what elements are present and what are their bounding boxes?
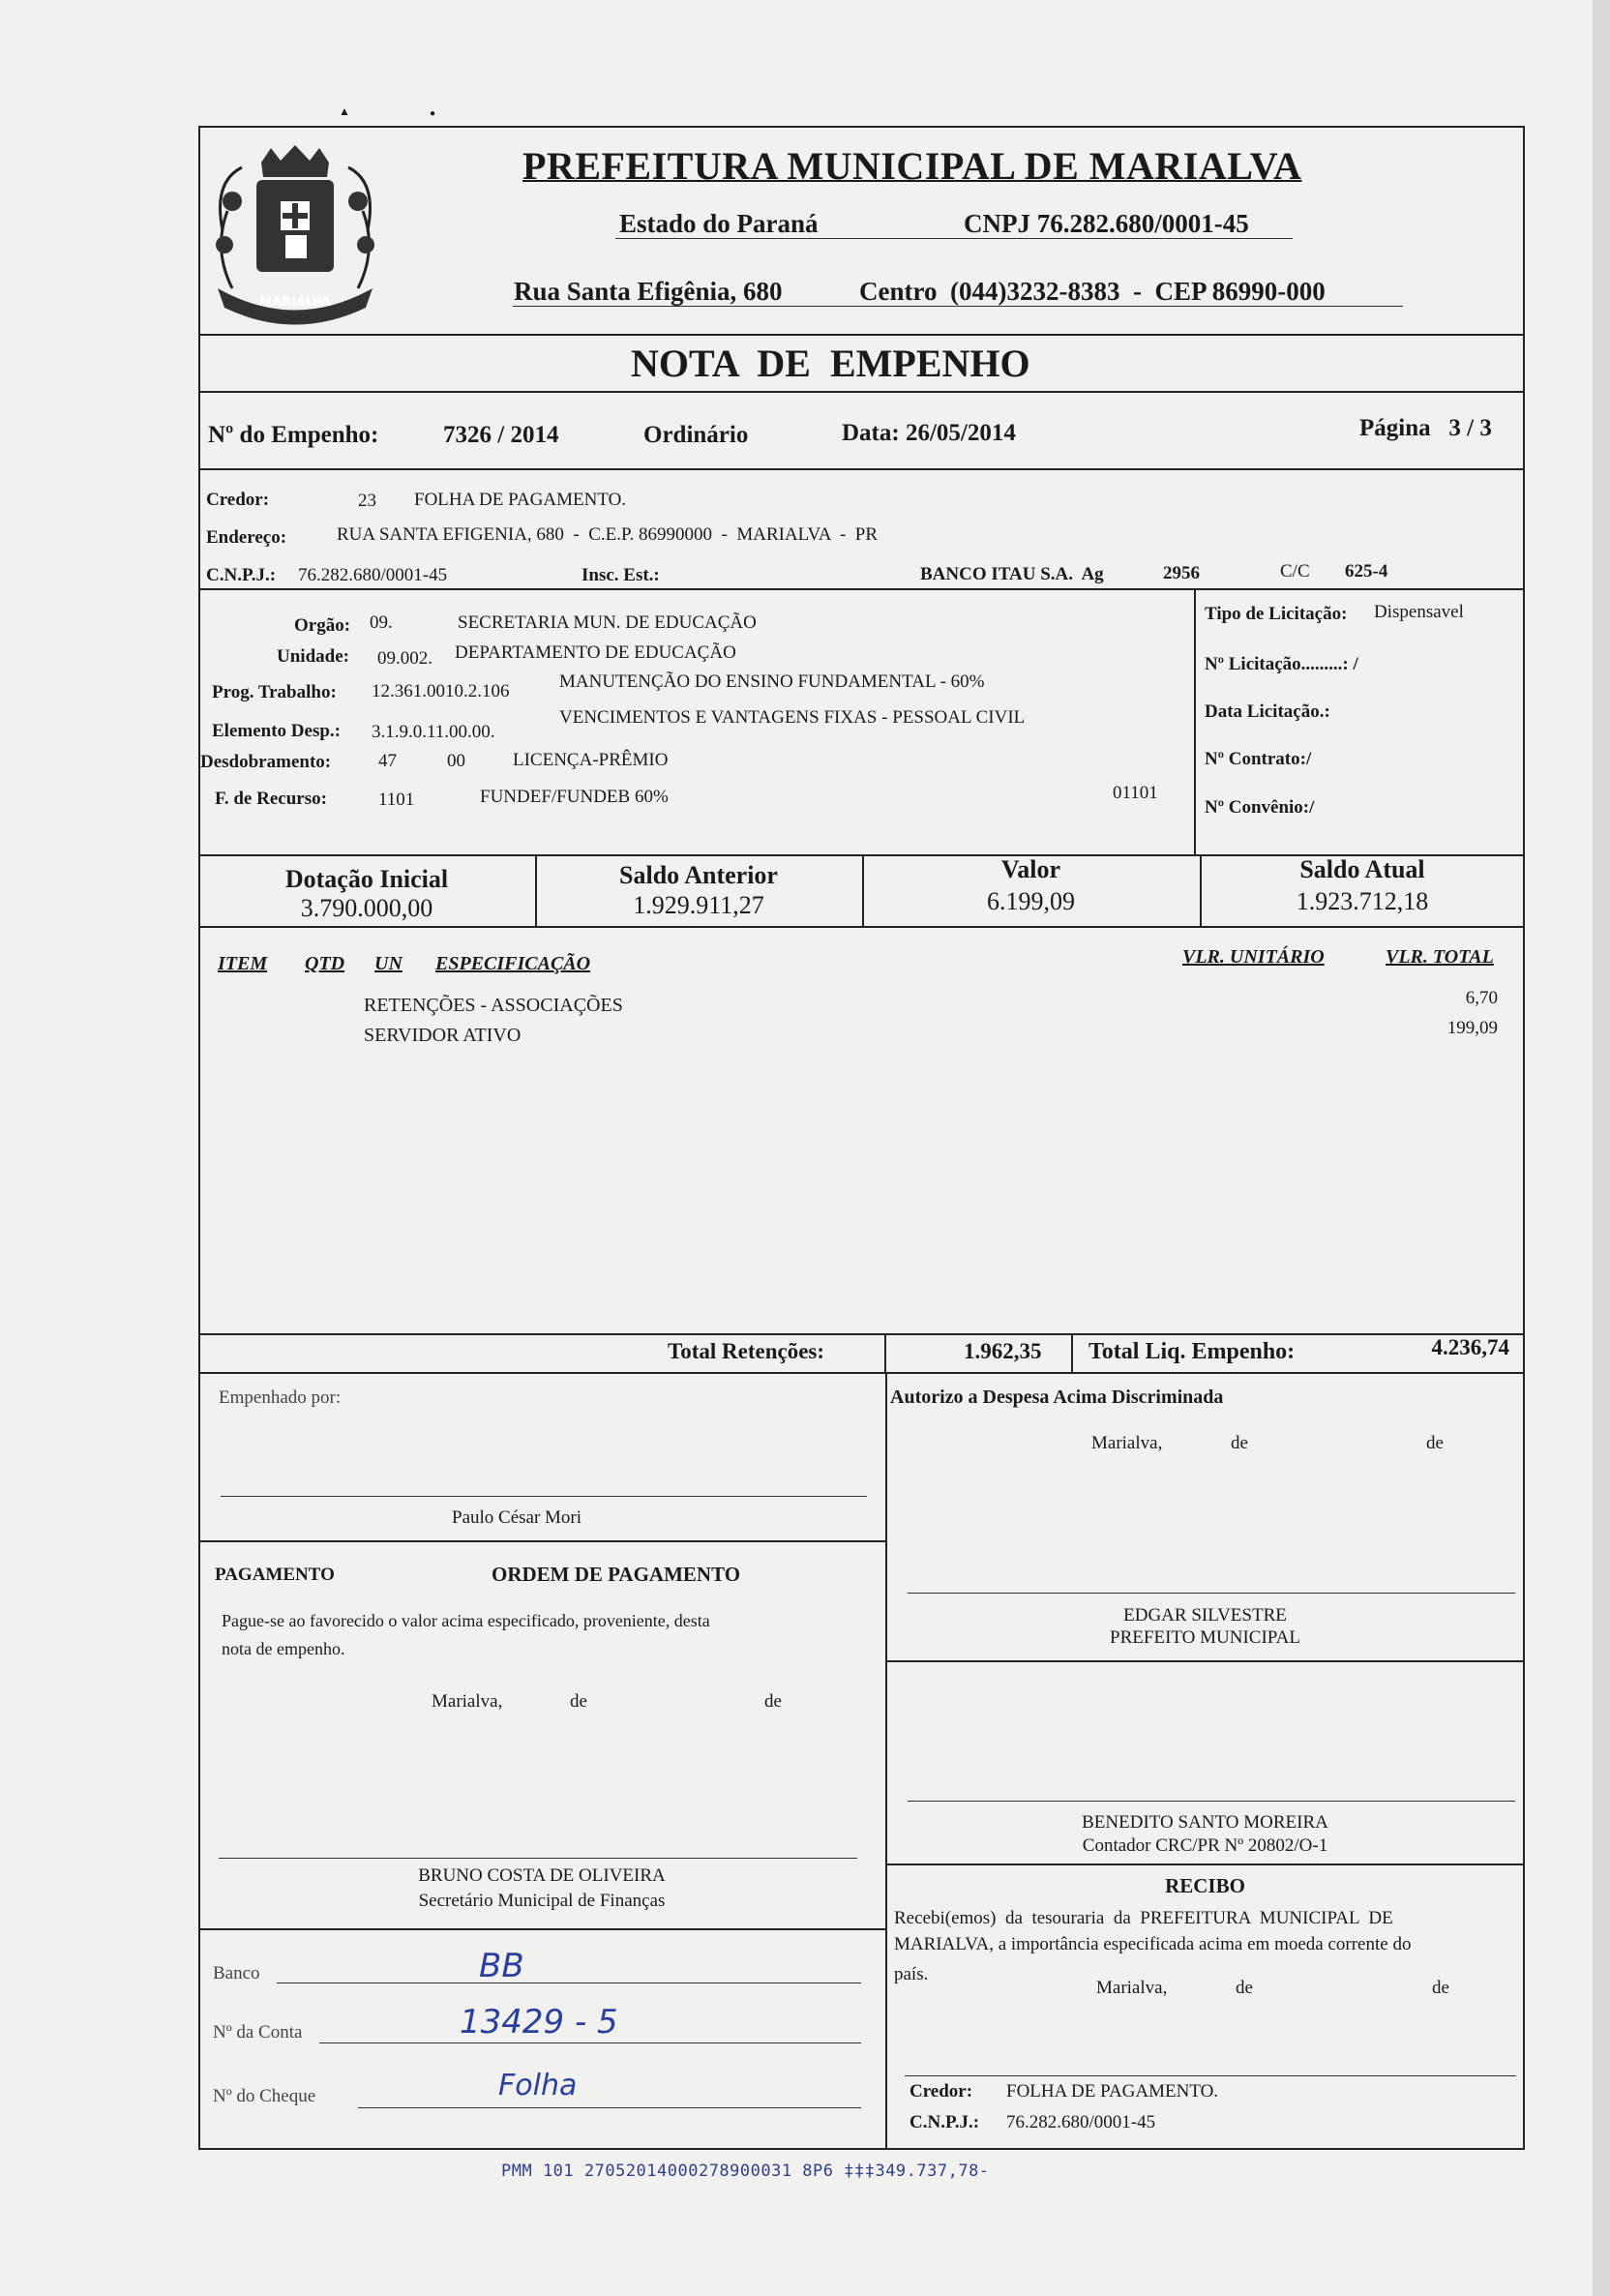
credor-name: FOLHA DE PAGAMENTO. xyxy=(414,490,627,510)
header-address-rest: Centro (044)3232-8383 - CEP 86990-000 xyxy=(859,277,1326,306)
signature-line xyxy=(219,1858,857,1859)
divider xyxy=(198,391,1525,393)
header-address: Rua Santa Efigênia, 680 xyxy=(514,277,783,306)
data-licitacao: Data Licitação.: xyxy=(1205,701,1330,722)
num-licitacao: Nº Licitação.........: / xyxy=(1205,654,1358,674)
document-title: NOTA DE EMPENHO xyxy=(631,342,1030,385)
elem-code: 3.1.9.0.11.00.00. xyxy=(372,722,495,742)
total-retencoes-label: Total Retenções: xyxy=(668,1339,825,1363)
col-especificacao: ESPECIFICAÇÃO xyxy=(435,953,591,974)
prog-label: Prog. Trabalho: xyxy=(212,682,337,702)
recurso-name: FUNDEF/FUNDEB 60% xyxy=(480,787,669,807)
cc-value: 625-4 xyxy=(1345,561,1388,581)
cheque-line xyxy=(358,2107,861,2108)
divider xyxy=(198,1333,1525,1335)
svg-text:MARIALVA: MARIALVA xyxy=(259,295,331,310)
divider xyxy=(884,1333,886,1372)
orgao-code: 09. xyxy=(370,612,393,633)
desd-name: LICENÇA-PRÊMIO xyxy=(513,750,669,770)
tipo-licitacao: Dispensavel xyxy=(1374,602,1464,622)
recurso-code: 1101 xyxy=(378,790,415,810)
recibo-cnpj-label: C.N.P.J.: xyxy=(909,2112,980,2132)
recurso-extra: 01101 xyxy=(1113,783,1158,803)
unidade-name: DEPARTAMENTO DE EDUCAÇÃO xyxy=(455,642,736,663)
divider xyxy=(198,1540,885,1542)
autorizo-marialva: Marialva, xyxy=(1091,1433,1163,1453)
saldo-anterior-value: 1.929.911,27 xyxy=(633,891,764,919)
recibo-cnpj: 76.282.680/0001-45 xyxy=(1006,2112,1156,2132)
empenho-type: Ordinário xyxy=(643,422,749,448)
cheque-label: Nº do Cheque xyxy=(213,2086,316,2106)
empenho-label: Nº do Empenho: xyxy=(208,422,379,448)
endereco-value: RUA SANTA EFIGENIA, 680 - C.E.P. 86990000 - MARIALVA - PR xyxy=(337,524,879,545)
prefeitura-title: PREFEITURA MUNICIPAL DE MARIALVA xyxy=(522,144,1302,188)
secretario-role: Secretário Municipal de Finanças xyxy=(418,1891,666,1911)
num-convenio: Nº Convênio:/ xyxy=(1205,797,1315,818)
divider xyxy=(198,468,1525,470)
desd-a: 47 xyxy=(378,751,397,771)
valor-value: 6.199,09 xyxy=(987,887,1075,915)
item-value-2: 199,09 xyxy=(1446,1018,1498,1038)
banco-handwritten: BB xyxy=(479,1947,524,1985)
desd-label: Desdobramento: xyxy=(200,752,332,772)
col-vlr-total: VLR. TOTAL xyxy=(1386,946,1494,968)
credor-cnpj: 76.282.680/0001-45 xyxy=(298,565,448,585)
orgao-label: Orgão: xyxy=(294,615,351,636)
underline xyxy=(513,306,1403,307)
recibo-title: RECIBO xyxy=(1165,1874,1245,1897)
cnpj-label: C.N.P.J.: xyxy=(206,565,277,585)
endereco-label: Endereço: xyxy=(206,527,287,548)
total-liquido-value: 4.236,74 xyxy=(1431,1335,1509,1359)
prog-name: MANUTENÇÃO DO ENSINO FUNDAMENTAL - 60% xyxy=(559,671,985,692)
dotacao-value: 3.790.000,00 xyxy=(300,894,433,922)
tipo-licitacao-label: Tipo de Licitação: xyxy=(1205,604,1348,624)
prog-code: 12.361.0010.2.106 xyxy=(372,681,510,701)
conta-handwritten: 13429 - 5 xyxy=(460,2003,618,2042)
divider xyxy=(198,334,1525,336)
recibo-text-2: MARIALVA, a importância especificada acima em moeda corrente do xyxy=(894,1934,1412,1954)
pagamento-label: PAGAMENTO xyxy=(215,1565,335,1585)
saldo-anterior-label: Saldo Anterior xyxy=(619,861,778,889)
prefeito-role: PREFEITO MUNICIPAL xyxy=(1110,1627,1300,1648)
bank-name: BANCO ITAU S.A. Ag xyxy=(920,564,1104,584)
desd-b: 00 xyxy=(447,751,465,771)
state-name: Estado do Paraná xyxy=(619,209,819,238)
elem-name: VENCIMENTOS E VANTAGENS FIXAS - PESSOAL CIVIL xyxy=(559,707,1026,728)
item-line-2: SERVIDOR ATIVO xyxy=(364,1025,522,1046)
elem-label: Elemento Desp.: xyxy=(212,721,341,741)
pague-text-2: nota de empenho. xyxy=(222,1639,345,1658)
autorizo-de-1: de xyxy=(1231,1433,1248,1453)
num-contrato: Nº Contrato:/ xyxy=(1205,749,1312,769)
empenho-number: 7326 / 2014 xyxy=(443,422,559,448)
divider xyxy=(885,1372,887,2150)
col-item: ITEM xyxy=(218,953,268,974)
recibo-text-1: Recebi(emos) da tesouraria da PREFEITURA MUNICIPAL DE xyxy=(894,1908,1393,1928)
ordem-marialva: Marialva, xyxy=(432,1691,503,1712)
signature-line xyxy=(908,1593,1515,1594)
col-qtd: QTD xyxy=(305,953,345,974)
contador-role: Contador CRC/PR Nº 20802/O-1 xyxy=(1082,1835,1328,1856)
ordem-de-1: de xyxy=(570,1691,587,1712)
municipal-coat-of-arms xyxy=(203,143,387,337)
contador-name: BENEDITO SANTO MOREIRA xyxy=(1082,1812,1328,1833)
item-line-1: RETENÇÕES - ASSOCIAÇÕES xyxy=(364,995,623,1016)
bank-agency: 2956 xyxy=(1163,563,1200,583)
scan-mark: ▲ xyxy=(339,104,350,118)
recibo-marialva: Marialva, xyxy=(1096,1978,1168,1998)
empenho-date: Data: 26/05/2014 xyxy=(842,420,1016,446)
saldo-atual-label: Saldo Atual xyxy=(1299,855,1425,883)
recurso-label: F. de Recurso: xyxy=(215,789,327,809)
divider xyxy=(1194,588,1196,854)
divider xyxy=(885,1864,1525,1865)
cheque-handwritten: Folha xyxy=(498,2069,578,2102)
signature-line xyxy=(221,1496,867,1497)
recibo-text-3: país. xyxy=(894,1964,929,1984)
authentication-code: PMM 101 27052014000278900031 8P6 ‡‡‡349.737,78- xyxy=(501,2162,990,2181)
insc-est-label: Insc. Est.: xyxy=(581,565,660,585)
autorizo-label: Autorizo a Despesa Acima Discriminada xyxy=(890,1387,1224,1408)
credor-code: 23 xyxy=(358,491,376,511)
divider xyxy=(885,1660,1525,1662)
divider xyxy=(198,588,1525,590)
signature-line xyxy=(908,1801,1515,1802)
col-vlr-unitario: VLR. UNITÁRIO xyxy=(1182,946,1325,968)
empenhado-por-name: Paulo César Mori xyxy=(452,1507,582,1528)
total-retencoes-value: 1.962,35 xyxy=(964,1339,1042,1363)
divider xyxy=(1071,1333,1073,1372)
conta-label: Nº da Conta xyxy=(213,2022,303,2043)
autorizo-de-2: de xyxy=(1426,1433,1444,1453)
unidade-code: 09.002. xyxy=(377,648,432,669)
saldo-atual-value: 1.923.712,18 xyxy=(1296,887,1429,915)
banco-label: Banco xyxy=(213,1963,260,1983)
dotacao-label: Dotação Inicial xyxy=(284,865,449,893)
ordem-de-2: de xyxy=(764,1691,782,1712)
header-cnpj: CNPJ 76.282.680/0001-45 xyxy=(964,209,1249,238)
divider xyxy=(198,926,1525,928)
prefeito-name: EDGAR SILVESTRE xyxy=(1123,1605,1287,1625)
ordem-pagamento-title: ORDEM DE PAGAMENTO xyxy=(492,1563,741,1586)
orgao-name: SECRETARIA MUN. DE EDUCAÇÃO xyxy=(458,612,757,633)
cc-label: C/C xyxy=(1280,561,1310,581)
col-un: UN xyxy=(374,953,402,974)
valor-label: Valor xyxy=(1000,855,1061,883)
scan-edge xyxy=(1593,0,1610,2296)
secretario-name: BRUNO COSTA DE OLIVEIRA xyxy=(418,1865,666,1886)
recibo-de-2: de xyxy=(1432,1978,1449,1998)
empenhado-por-label: Empenhado por: xyxy=(219,1387,342,1408)
recibo-credor-name: FOLHA DE PAGAMENTO. xyxy=(1006,2081,1219,2102)
page-indicator: Página 3 / 3 xyxy=(1359,415,1492,441)
recibo-de-1: de xyxy=(1236,1978,1253,1998)
item-value-1: 6,70 xyxy=(1465,988,1498,1008)
pague-text-1: Pague-se ao favorecido o valor acima especificado, proveniente, desta xyxy=(222,1611,710,1630)
scan-mark: ● xyxy=(430,108,436,119)
total-liquido-label: Total Liq. Empenho: xyxy=(1088,1339,1296,1364)
divider xyxy=(198,1372,1525,1374)
credor-label: Credor: xyxy=(206,490,270,510)
recibo-credor-label: Credor: xyxy=(909,2081,973,2102)
unidade-label: Unidade: xyxy=(277,646,349,667)
signature-line xyxy=(905,2075,1516,2076)
divider xyxy=(198,1928,885,1930)
